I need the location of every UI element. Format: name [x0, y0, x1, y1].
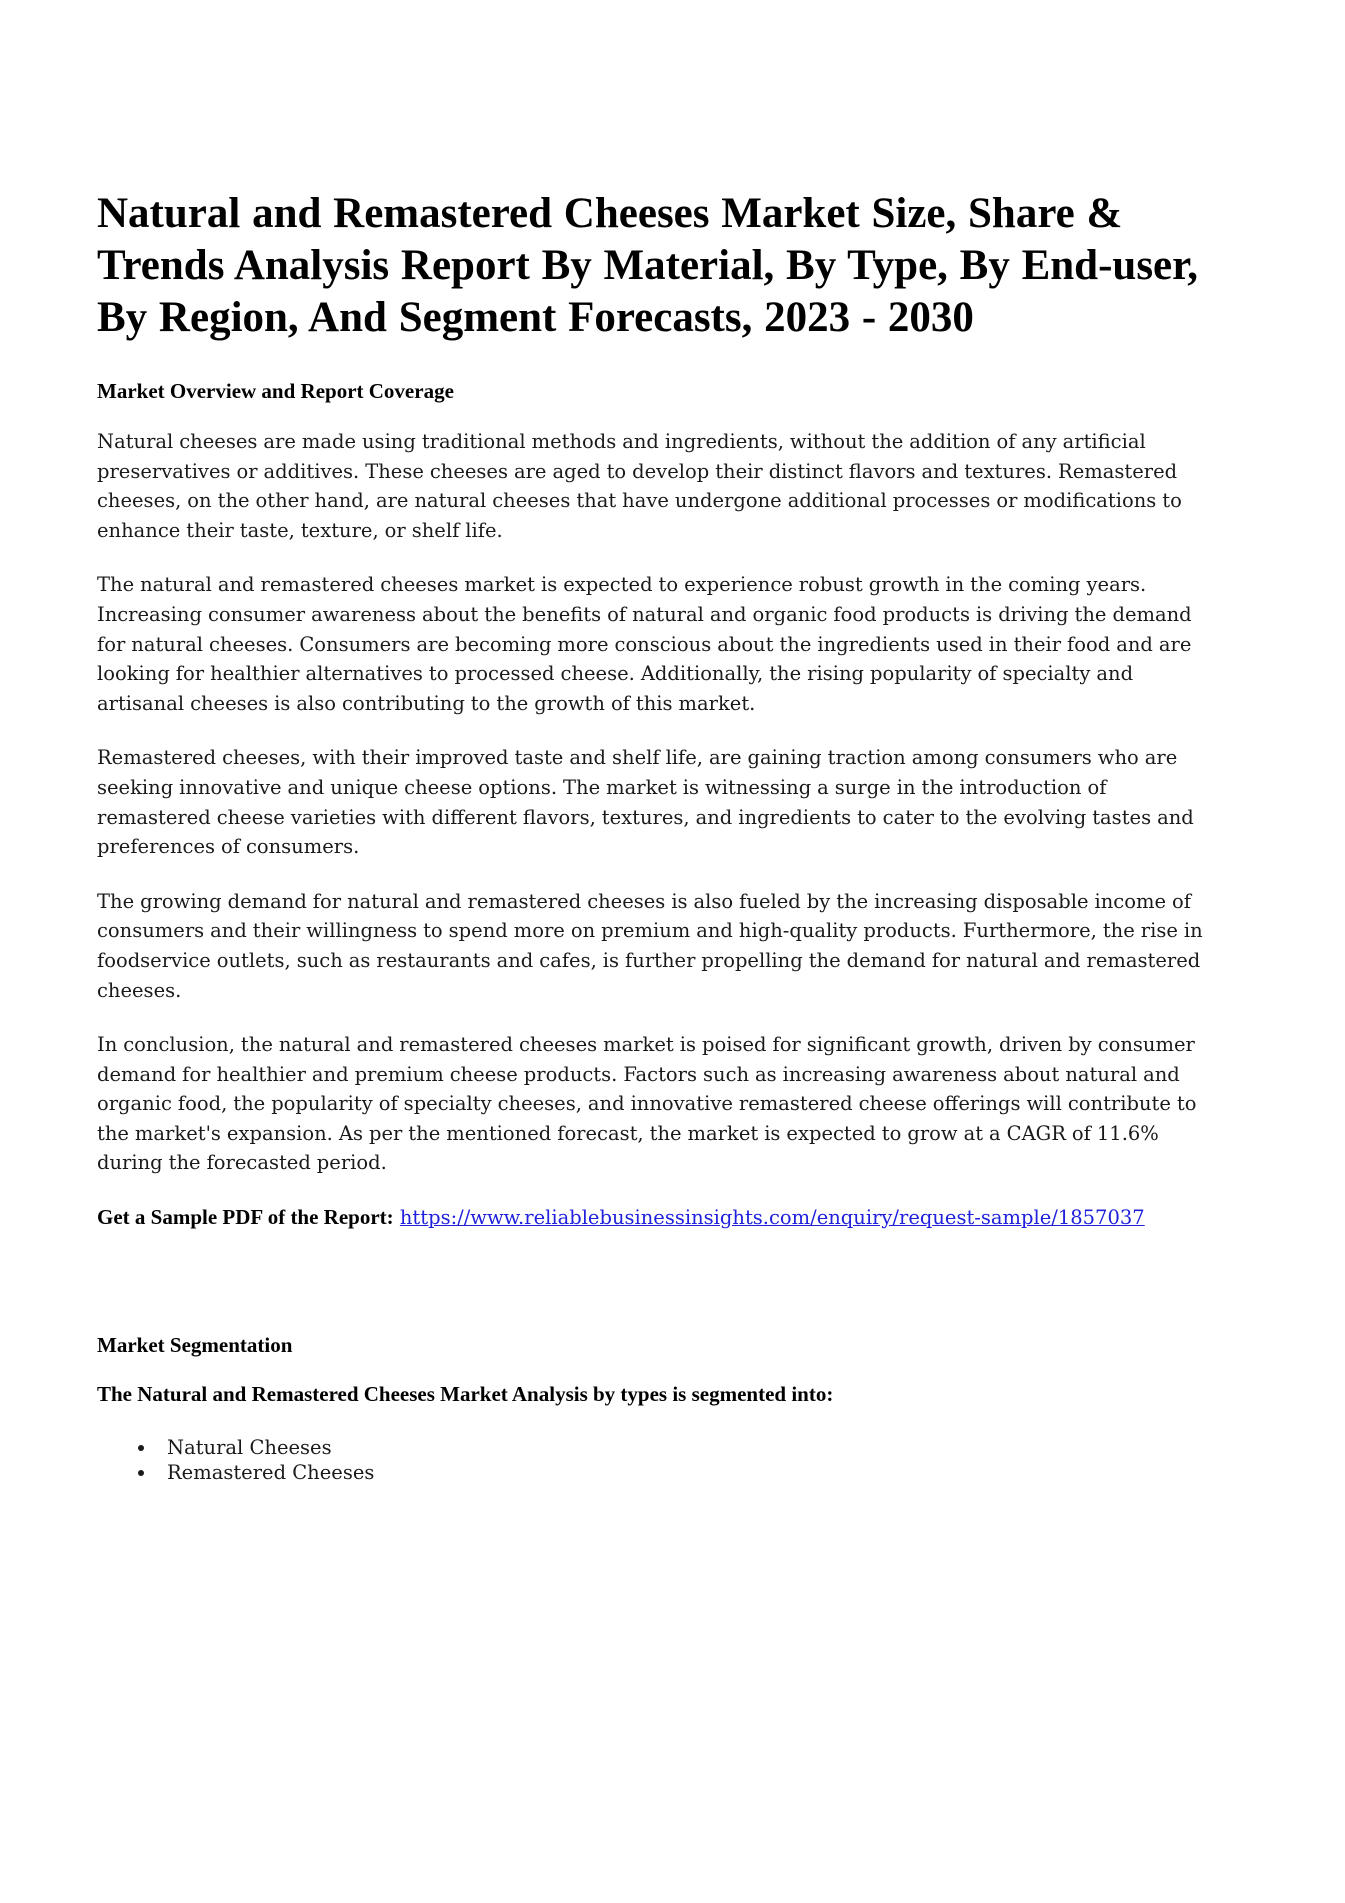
section-spacer	[97, 1258, 1217, 1332]
section-heading-market-overview: Market Overview and Report Coverage	[97, 379, 454, 403]
sample-pdf-line	[97, 1203, 1217, 1233]
paragraph-disposable-income: The growing demand for natural and remastered cheeses is also fueled by the increasing disposable income of consumers and their willingness to spend more on premium and high-quality products. Furthermore, the rise in foodservice outlets, such as restaurants and cafes, is further propelling the demand for natural and remastered cheeses.	[97, 889, 1203, 1002]
paragraph-market-growth-drivers: The natural and remastered cheeses market is expected to experience robust growth in the coming years. Increasing consumer awareness about the benefits of natural and organic food products is driving the demand for natural cheeses. Consumers are becoming more conscious about the ingredients used in their food and are looking for healthier alternatives to processed cheese. Additionally, the rising popularity of specialty and artisanal cheeses is also contributing to the growth of this market.	[97, 573, 1192, 715]
paragraph-natural-cheeses-definition: Natural cheeses are made using traditional methods and ingredients, without the addition of any artificial preservatives or additives. These cheeses are aged to develop their distinct flavors and textures. Remastered cheeses, on the other hand, are natural cheeses that have undergone additional processes or modifications to enhance their taste, texture, or shelf life.	[97, 430, 1182, 542]
paragraph-conclusion: In conclusion, the natural and remastered cheeses market is poised for significant growth, driven by consumer demand for healthier and premium cheese products. Factors such as increasing awareness about natural and organic food, the popularity of specialty cheeses, and innovative remastered cheese offerings will contribute to the market's expansion. As per the mentioned forecast, the market is expected to grow at a CAGR of 11.6% during the forecasted period.	[97, 1033, 1197, 1175]
page-title: Natural and Remastered Cheeses Market Size, Share & Trends Analysis Report By Material, By Type, By End-user, By Region, And Segment Forecasts, 2023 - 2030	[97, 190, 1199, 341]
sample-pdf-link[interactable]: https://www.reliablebusinessinsights.com/enquiry/request-sample/1857037	[399, 1206, 1145, 1230]
list-item: • Natural Cheeses	[157, 1435, 1217, 1461]
subheading-segment-by-types: The Natural and Remastered Cheeses Market Analysis by types is segmented into:	[97, 1381, 834, 1406]
segment-type-list	[97, 1435, 1217, 1486]
paragraph-remastered-traction: Remastered cheeses, with their improved taste and shelf life, are gaining traction among consumers who are seeking innovative and unique cheese options. The market is witnessing a surge in the introduction of remastered cheese varieties with different flavors, textures, and ingredients to cater to the evolving tastes and preferences of consumers.	[97, 746, 1194, 859]
list-item: • Remastered Cheeses	[157, 1460, 1217, 1486]
section-heading-market-segmentation: Market Segmentation	[97, 1332, 293, 1357]
sample-pdf-label: Get a Sample PDF of the Report:	[97, 1205, 394, 1230]
